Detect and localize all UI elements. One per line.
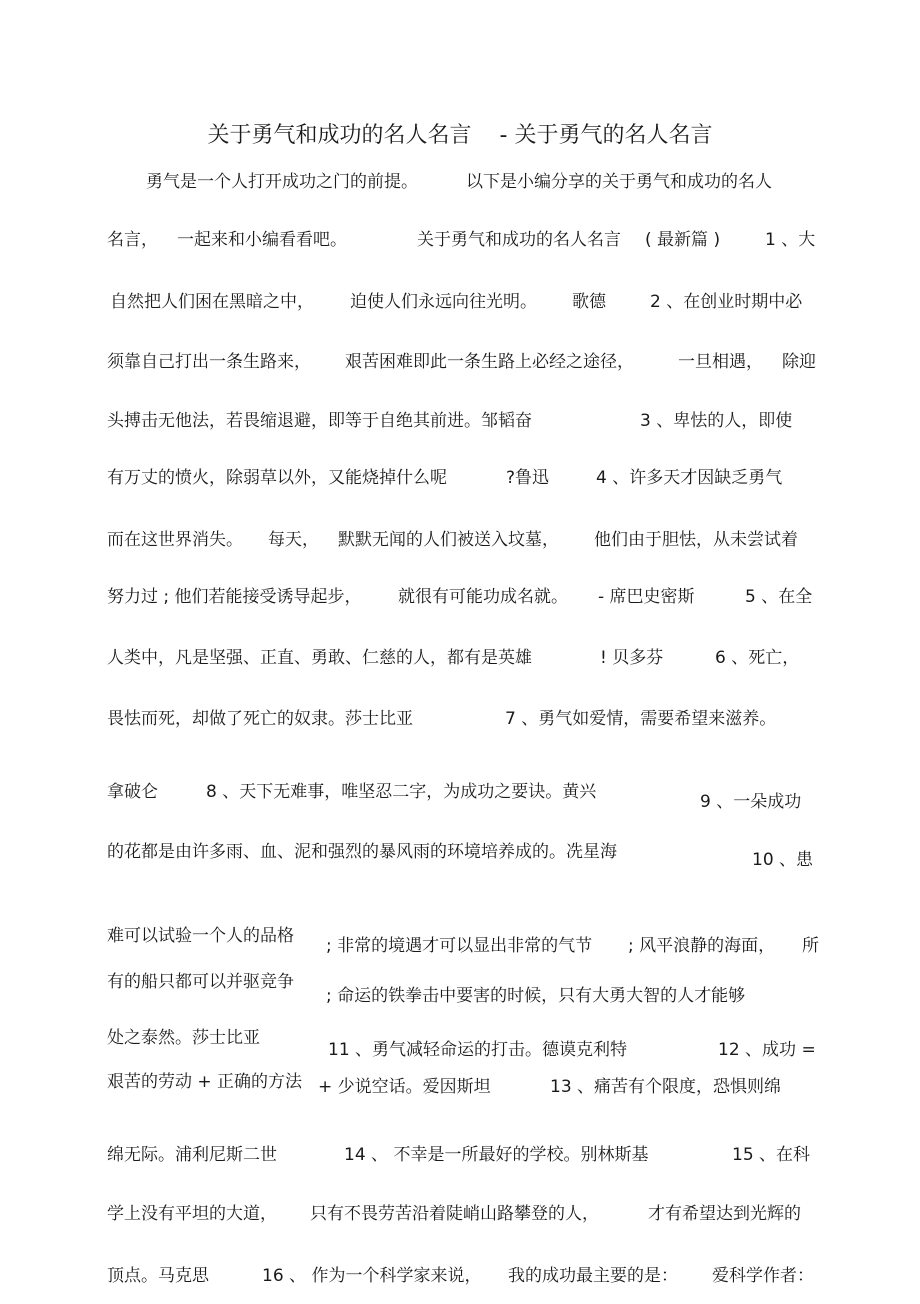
text-line	[0, 1202, 920, 1232]
text-segment: 我的成功最主要的是：	[508, 1266, 678, 1286]
text-segment: 4 、许多天才因缺乏勇气	[596, 468, 783, 488]
text-segment: 每天，	[268, 530, 319, 550]
text-segment: 6 、死亡，	[715, 648, 800, 668]
text-segment: 15 、在科	[732, 1145, 811, 1165]
text-segment: 拿破仑	[107, 782, 158, 802]
text-segment: 名言，	[107, 230, 158, 250]
text-segment: 歌德	[572, 292, 606, 312]
text-segment: 就很有可能功成名就。	[398, 587, 568, 607]
text-segment: 1 、大	[765, 230, 816, 250]
text-line	[0, 707, 920, 737]
text-segment: 艰苦的劳动 + 正确的方法	[107, 1072, 303, 1092]
text-segment: 顶点。马克思	[107, 1266, 209, 1286]
text-line	[0, 970, 920, 1006]
text-segment: ; 非常的境遇才可以显出非常的气节	[326, 936, 593, 956]
text-segment: 14 、 不幸是一所最好的学校。别林斯基	[344, 1145, 649, 1165]
text-segment: 9 、一朵成功	[700, 792, 802, 812]
text-segment: 迫使人们永远向往光明。	[350, 292, 537, 312]
text-segment: 12 、成功 =	[718, 1040, 816, 1060]
text-segment: ( 最新篇 )	[645, 230, 721, 250]
text-line	[0, 1143, 920, 1173]
text-segment: ; 命运的铁拳击中要害的时候，只有大勇大智的人才能够	[326, 986, 746, 1006]
text-segment: 7 、勇气如爱情，需要希望来滋养。	[505, 709, 777, 729]
text-segment: 自然把人们困在黑暗之中，	[110, 292, 314, 312]
text-line	[0, 466, 920, 496]
text-line	[0, 409, 920, 439]
text-segment: 11 、勇气减轻命运的打击。德谟克利特	[328, 1040, 628, 1060]
text-line	[0, 780, 920, 810]
text-segment: 关于勇气和成功的名人名言	[417, 230, 621, 250]
text-line	[0, 1070, 920, 1100]
text-segment: 艰苦困难即此一条生路上必经之途径，	[345, 352, 634, 372]
text-segment: 难可以试验一个人的品格	[107, 926, 294, 946]
text-segment: 一起来和小编看看吧。	[177, 230, 347, 250]
text-segment: 才有希望达到光辉的	[648, 1204, 801, 1224]
text-segment: 除迎	[782, 352, 816, 372]
text-segment: 3 、卑怯的人，即使	[640, 411, 793, 431]
text-segment: ?鲁迅	[506, 468, 550, 488]
text-line	[0, 350, 920, 380]
text-segment: 而在这世界消失。	[107, 530, 243, 550]
text-segment: 努力过 ; 他们若能接受诱导起步，	[107, 587, 362, 607]
text-line	[0, 646, 920, 676]
text-segment: ! 贝多芬	[600, 648, 664, 668]
text-segment: ; 风平浪静的海面，	[628, 936, 776, 956]
text-segment: 所	[802, 936, 819, 956]
text-segment: + 少说空话。爱因斯坦	[318, 1077, 491, 1097]
text-segment: 爱科学作者：	[712, 1266, 814, 1286]
text-segment: - 席巴史密斯	[598, 587, 695, 607]
text-line	[0, 840, 920, 870]
text-line	[0, 1264, 920, 1294]
text-segment: 有的船只都可以并驱竞争	[107, 972, 294, 992]
text-segment: 头搏击无他法，若畏缩退避，即等于自绝其前进。邹韬奋	[107, 411, 532, 431]
text-segment: 的花都是由许多雨、血、泥和强烈的暴风雨的环境培养成的。冼星海	[107, 842, 617, 862]
text-line	[0, 1026, 920, 1060]
text-line	[0, 290, 920, 320]
text-segment: 他们由于胆怯，从未尝试着	[594, 530, 798, 550]
text-segment: 绵无际。浦利尼斯二世	[107, 1145, 277, 1165]
text-segment: 16 、 作为一个科学家来说，	[262, 1266, 482, 1286]
text-line	[0, 228, 920, 258]
text-segment: 以下是小编分享的关于勇气和成功的名人	[466, 172, 772, 192]
text-line	[0, 170, 920, 200]
text-segment: 有万丈的愤火，除弱草以外，又能烧掉什么呢	[107, 468, 447, 488]
text-segment: 8 、天下无难事，唯坚忍二字，为成功之要诀。黄兴	[206, 782, 597, 802]
text-segment: 一旦相遇，	[678, 352, 763, 372]
text-segment: 2 、在创业时期中必	[650, 292, 803, 312]
text-segment: 5 、在全	[745, 587, 813, 607]
document-title: 关于勇气和成功的名人名言 - 关于勇气的名人名言	[207, 123, 713, 148]
text-segment: 13 、痛苦有个限度，恐惧则绵	[550, 1077, 782, 1097]
text-segment: 勇气是一个人打开成功之门的前提。	[146, 172, 418, 192]
text-segment: 10 、患	[752, 850, 814, 870]
text-line	[0, 528, 920, 558]
text-segment: 只有不畏劳苦沿着陡峭山路攀登的人，	[310, 1204, 599, 1224]
text-segment: 处之泰然。莎士比亚	[107, 1028, 260, 1048]
text-segment: 学上没有平坦的大道，	[107, 1204, 277, 1224]
text-segment: 须靠自己打出一条生路来，	[107, 352, 311, 372]
text-line	[0, 924, 920, 954]
text-line	[0, 585, 920, 615]
text-segment: 默默无闻的人们被送入坟墓，	[338, 530, 559, 550]
text-segment: 人类中，凡是坚强、正直、勇敢、仁慈的人，都有是英雄	[107, 648, 532, 668]
text-segment: 畏怯而死，却做了死亡的奴隶。莎士比亚	[107, 709, 413, 729]
